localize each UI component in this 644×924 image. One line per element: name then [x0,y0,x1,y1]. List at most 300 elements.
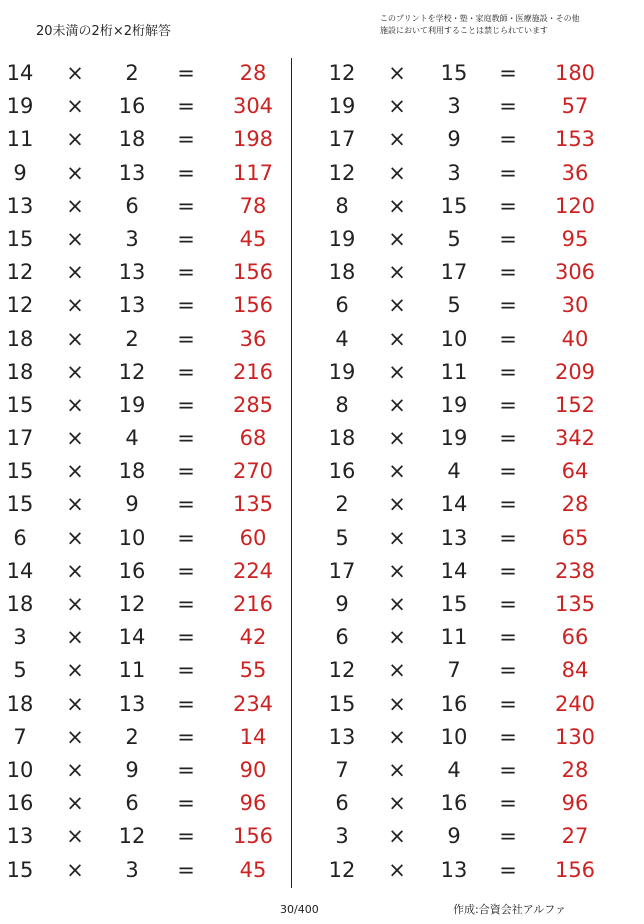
times-sign: × [66,193,84,218]
times-sign: × [388,525,406,550]
times-sign: × [66,857,84,882]
multiplicand: 19 [6,94,34,119]
multiplier: 3 [125,226,139,251]
multiplicand: 16 [6,791,34,816]
multiplier: 13 [118,691,146,716]
usage-notice-line: 施設において利用することは禁じられています [380,26,548,35]
equals-sign: = [177,791,195,816]
answer: 40 [561,326,589,351]
multiplicand: 6 [335,293,349,318]
answer: 57 [561,94,589,119]
left-problem-column [0,57,290,887]
equals-sign: = [499,127,517,152]
problem-row [0,123,290,156]
multiplier: 2 [125,326,139,351]
equals-sign: = [177,857,195,882]
times-sign: × [66,691,84,716]
times-sign: × [388,61,406,85]
problem-row [0,90,290,123]
multiplier: 9 [125,757,139,782]
equals-sign: = [499,691,517,716]
problem-row [322,422,612,455]
equals-sign: = [499,326,517,351]
times-sign: × [66,459,84,484]
answer: 130 [554,724,596,749]
multiplicand: 9 [335,592,349,616]
answer: 135 [554,592,596,616]
times-sign: × [66,127,84,152]
problem-row [322,356,612,389]
multiplicand: 15 [6,492,34,517]
problem-row [322,190,612,223]
problem-row [0,721,290,754]
multiplicand: 8 [335,392,349,417]
multiplier: 9 [447,824,461,849]
problem-row [322,854,612,887]
multiplicand: 7 [13,724,27,749]
multiplier: 5 [447,293,461,318]
times-sign: × [66,326,84,351]
multiplicand: 9 [13,160,27,185]
equals-sign: = [177,658,195,683]
equals-sign: = [177,724,195,749]
times-sign: × [388,392,406,417]
equals-sign: = [499,193,517,218]
multiplier: 3 [125,857,139,882]
multiplicand: 7 [335,757,349,782]
answer: 135 [232,492,274,517]
times-sign: × [66,226,84,251]
multiplier: 10 [440,724,468,749]
multiplier: 16 [118,558,146,583]
equals-sign: = [499,824,517,849]
answer: 55 [239,658,267,683]
problem-row [322,721,612,754]
multiplicand: 12 [328,857,356,882]
problem-row [322,289,612,322]
equals-sign: = [177,558,195,583]
problem-row [0,422,290,455]
problem-row [322,256,612,289]
problem-row [0,688,290,721]
equals-sign: = [177,359,195,384]
multiplier: 14 [440,492,468,517]
problem-row [322,488,612,521]
problem-row [322,621,612,654]
multiplicand: 19 [328,94,356,119]
problem-row [0,754,290,787]
times-sign: × [388,94,406,119]
equals-sign: = [499,359,517,384]
equals-sign: = [499,857,517,882]
multiplier: 2 [125,724,139,749]
answer: 95 [561,226,589,251]
problem-row [0,389,290,422]
problem-row [322,588,612,621]
times-sign: × [66,426,84,451]
equals-sign: = [499,226,517,251]
multiplier: 12 [118,359,146,384]
multiplicand: 18 [328,426,356,451]
multiplicand: 13 [6,193,34,218]
answer: 27 [561,824,589,849]
problem-row [0,356,290,389]
equals-sign: = [499,757,517,782]
multiplier: 4 [447,757,461,782]
times-sign: × [388,625,406,650]
equals-sign: = [177,525,195,550]
equals-sign: = [499,558,517,583]
multiplicand: 17 [6,426,34,451]
times-sign: × [388,359,406,384]
multiplicand: 14 [6,61,34,85]
equals-sign: = [177,392,195,417]
times-sign: × [388,426,406,451]
problem-row [0,455,290,488]
multiplier: 13 [118,160,146,185]
multiplicand: 2 [335,492,349,517]
times-sign: × [388,791,406,816]
equals-sign: = [499,160,517,185]
problem-row [0,256,290,289]
answer: 96 [561,791,589,816]
multiplicand: 17 [328,127,356,152]
problem-row [322,157,612,190]
answer: 234 [232,691,274,716]
multiplicand: 15 [6,392,34,417]
equals-sign: = [499,625,517,650]
answer: 120 [554,193,596,218]
multiplicand: 12 [6,260,34,285]
multiplier: 16 [118,94,146,119]
multiplier: 11 [440,359,468,384]
equals-sign: = [499,293,517,318]
problem-row [0,190,290,223]
answer: 60 [239,525,267,550]
times-sign: × [66,757,84,782]
equals-sign: = [499,94,517,119]
multiplier: 19 [118,392,146,417]
times-sign: × [388,757,406,782]
usage-notice [380,13,640,37]
times-sign: × [66,625,84,650]
multiplicand: 13 [6,824,34,849]
multiplicand: 18 [328,260,356,285]
equals-sign: = [499,592,517,616]
multiplier: 14 [118,625,146,650]
times-sign: × [66,61,84,85]
times-sign: × [388,492,406,517]
author-credit: 作成:合資会社アルファ [453,903,567,916]
problem-row [322,323,612,356]
multiplier: 15 [440,592,468,616]
multiplier: 7 [447,658,461,683]
answer: 224 [232,558,274,583]
multiplicand: 6 [13,525,27,550]
problem-row [0,588,290,621]
answer: 156 [232,293,274,318]
problem-row [0,820,290,853]
answer: 156 [554,857,596,882]
multiplier: 6 [125,791,139,816]
times-sign: × [388,127,406,152]
times-sign: × [388,459,406,484]
column-divider [291,58,292,888]
answer: 68 [239,426,267,451]
equals-sign: = [499,525,517,550]
answer: 156 [232,260,274,285]
multiplicand: 18 [6,326,34,351]
equals-sign: = [499,260,517,285]
answer: 198 [232,127,274,152]
problem-row [322,57,612,90]
equals-sign: = [177,94,195,119]
problem-row [0,223,290,256]
equals-sign: = [177,193,195,218]
problem-row [322,688,612,721]
multiplicand: 16 [328,459,356,484]
answer: 304 [232,94,274,119]
times-sign: × [388,824,406,849]
answer: 14 [239,724,267,749]
answer: 216 [232,592,274,616]
problem-row [322,455,612,488]
problem-row [322,754,612,787]
times-sign: × [66,260,84,285]
multiplicand: 3 [335,824,349,849]
multiplicand: 15 [6,857,34,882]
times-sign: × [66,592,84,616]
answer: 117 [232,160,274,185]
problem-row [0,787,290,820]
times-sign: × [66,293,84,318]
answer: 36 [239,326,267,351]
equals-sign: = [499,426,517,451]
equals-sign: = [499,392,517,417]
multiplicand: 8 [335,193,349,218]
problem-row [322,555,612,588]
multiplier: 13 [118,293,146,318]
times-sign: × [66,724,84,749]
equals-sign: = [177,625,195,650]
multiplicand: 13 [328,724,356,749]
equals-sign: = [177,592,195,616]
problem-row [0,621,290,654]
times-sign: × [388,592,406,616]
multiplier: 15 [440,193,468,218]
multiplier: 10 [440,326,468,351]
problem-row [322,654,612,687]
times-sign: × [66,94,84,119]
problem-row [0,555,290,588]
equals-sign: = [177,757,195,782]
problem-row [322,123,612,156]
equals-sign: = [499,724,517,749]
answer: 156 [232,824,274,849]
equals-sign: = [177,226,195,251]
answer: 45 [239,226,267,251]
problem-row [0,57,290,90]
answer: 78 [239,193,267,218]
times-sign: × [388,691,406,716]
equals-sign: = [177,260,195,285]
times-sign: × [66,392,84,417]
answer: 64 [561,459,589,484]
multiplicand: 15 [6,459,34,484]
times-sign: × [66,525,84,550]
multiplier: 17 [440,260,468,285]
answer: 270 [232,459,274,484]
multiplier: 3 [447,94,461,119]
multiplier: 16 [440,691,468,716]
times-sign: × [66,359,84,384]
multiplier: 14 [440,558,468,583]
multiplicand: 14 [6,558,34,583]
equals-sign: = [177,824,195,849]
multiplicand: 17 [328,558,356,583]
equals-sign: = [177,492,195,517]
right-problem-column [322,57,612,887]
multiplier: 18 [118,459,146,484]
times-sign: × [388,260,406,285]
multiplier: 5 [447,226,461,251]
times-sign: × [66,658,84,683]
answer: 96 [239,791,267,816]
problem-row [322,223,612,256]
answer: 238 [554,558,596,583]
problem-row [0,854,290,887]
problem-row [322,522,612,555]
multiplier: 12 [118,592,146,616]
equals-sign: = [177,459,195,484]
equals-sign: = [177,127,195,152]
multiplicand: 11 [6,127,34,152]
multiplicand: 12 [6,293,34,318]
multiplier: 16 [440,791,468,816]
equals-sign: = [499,492,517,517]
multiplier: 9 [125,492,139,517]
equals-sign: = [177,160,195,185]
equals-sign: = [177,326,195,351]
times-sign: × [66,492,84,517]
equals-sign: = [177,691,195,716]
equals-sign: = [177,293,195,318]
multiplicand: 12 [328,658,356,683]
times-sign: × [388,724,406,749]
page-title: 20未満の2桁×2桁解答 [36,24,171,39]
multiplicand: 15 [328,691,356,716]
answer: 42 [239,625,267,650]
problem-row [0,157,290,190]
answer: 65 [561,525,589,550]
times-sign: × [388,193,406,218]
problem-row [322,820,612,853]
answer: 342 [554,426,596,451]
multiplicand: 6 [335,791,349,816]
times-sign: × [388,857,406,882]
multiplicand: 4 [335,326,349,351]
multiplier: 19 [440,426,468,451]
equals-sign: = [499,61,517,85]
times-sign: × [66,160,84,185]
answer: 180 [554,61,596,85]
problem-row [0,654,290,687]
equals-sign: = [177,61,195,85]
multiplicand: 19 [328,226,356,251]
multiplier: 9 [447,127,461,152]
multiplier: 19 [440,392,468,417]
multiplicand: 18 [6,691,34,716]
times-sign: × [388,226,406,251]
answer: 153 [554,127,596,152]
multiplicand: 3 [13,625,27,650]
times-sign: × [388,160,406,185]
answer: 306 [554,260,596,285]
multiplicand: 15 [6,226,34,251]
multiplier: 13 [118,260,146,285]
times-sign: × [388,558,406,583]
multiplicand: 18 [6,592,34,616]
multiplicand: 5 [335,525,349,550]
multiplier: 3 [447,160,461,185]
answer: 285 [232,392,274,417]
answer: 209 [554,359,596,384]
times-sign: × [388,658,406,683]
multiplier: 11 [118,658,146,683]
multiplier: 2 [125,61,139,85]
times-sign: × [66,791,84,816]
multiplier: 13 [440,857,468,882]
multiplicand: 5 [13,658,27,683]
answer: 28 [561,757,589,782]
multiplier: 11 [440,625,468,650]
equals-sign: = [499,791,517,816]
answer: 66 [561,625,589,650]
usage-notice-line: このプリントを学校・塾・家庭教師・医療施設・その他 [380,14,580,23]
multiplier: 4 [125,426,139,451]
multiplier: 18 [118,127,146,152]
times-sign: × [388,326,406,351]
problem-row [322,90,612,123]
equals-sign: = [177,426,195,451]
multiplicand: 6 [335,625,349,650]
answer: 240 [554,691,596,716]
multiplier: 15 [440,61,468,85]
problem-row [322,787,612,820]
multiplier: 6 [125,193,139,218]
problem-row [0,488,290,521]
multiplicand: 10 [6,757,34,782]
multiplier: 12 [118,824,146,849]
multiplier: 4 [447,459,461,484]
problem-row [0,289,290,322]
times-sign: × [388,293,406,318]
answer: 216 [232,359,274,384]
answer: 36 [561,160,589,185]
times-sign: × [66,824,84,849]
multiplier: 10 [118,525,146,550]
page-number: 30/400 [280,903,319,916]
answer: 30 [561,293,589,318]
equals-sign: = [499,459,517,484]
multiplicand: 12 [328,61,356,85]
answer: 84 [561,658,589,683]
problem-row [0,522,290,555]
multiplicand: 18 [6,359,34,384]
multiplier: 13 [440,525,468,550]
answer: 45 [239,857,267,882]
answer: 28 [239,61,267,85]
